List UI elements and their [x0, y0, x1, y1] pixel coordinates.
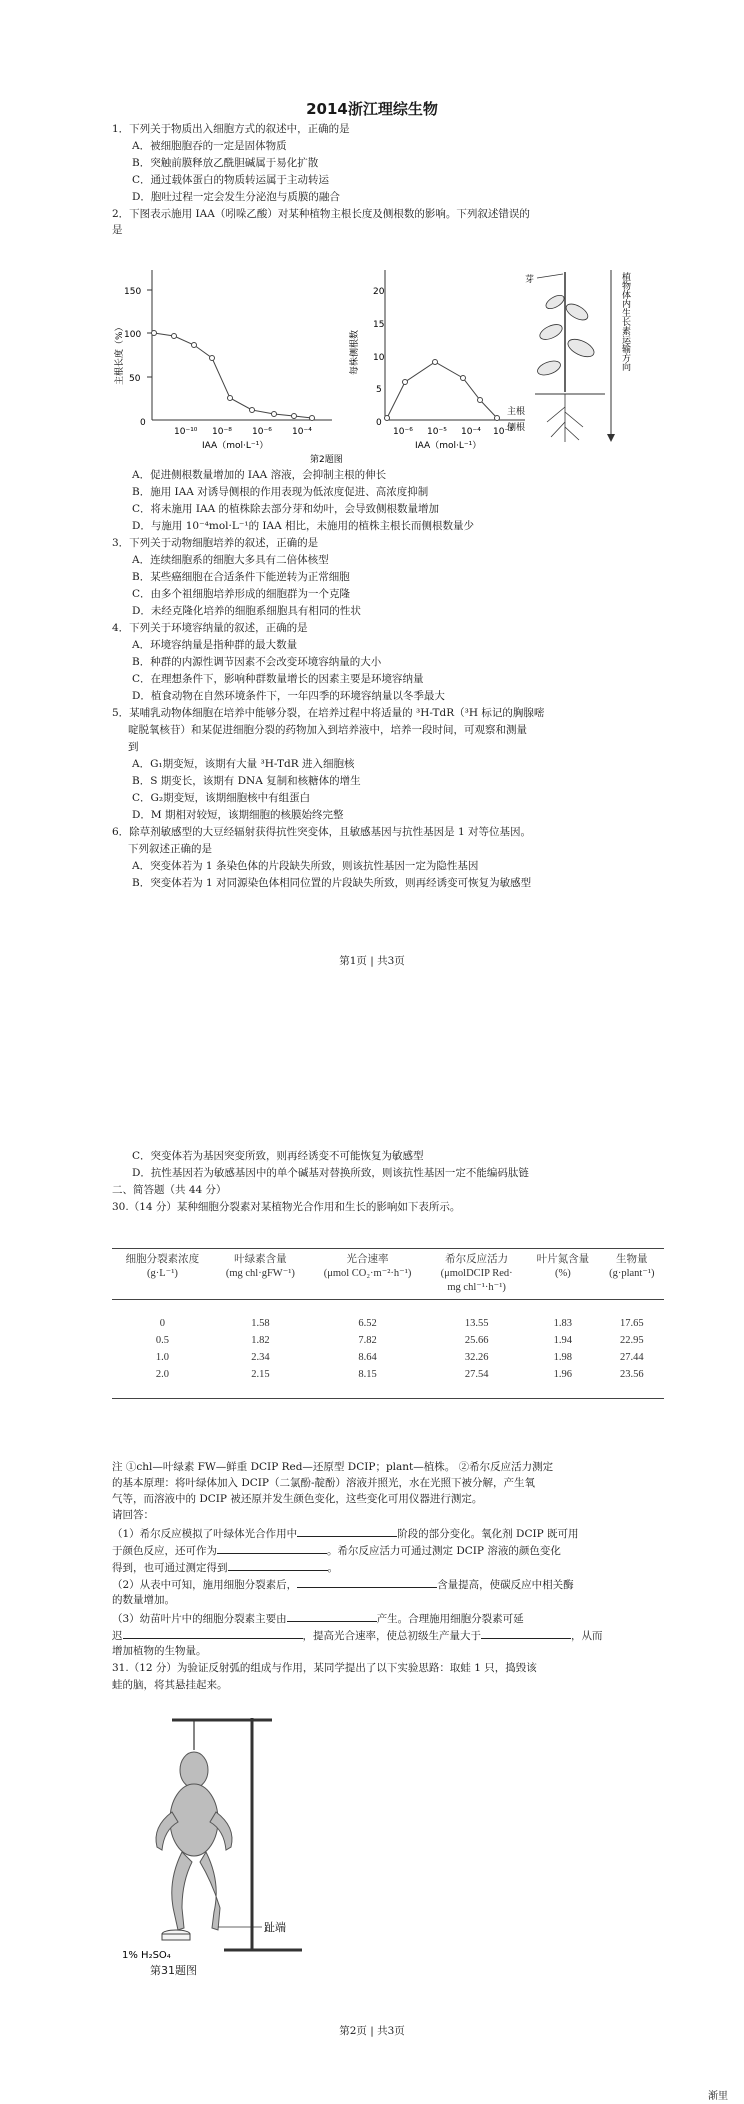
lateral-root-label: 侧根 — [507, 423, 526, 433]
q2-option-a: A．促进侧根数量增加的 IAA 溶液，会抑制主根的伸长 — [132, 469, 387, 481]
left-xlabel: IAA（mol·L⁻¹） — [202, 441, 269, 451]
q5-option-b: B．S 期变长，该期有 DNA 复制和核糖体的增生 — [132, 775, 361, 787]
plant-diagram — [507, 262, 635, 452]
page-title: 2014浙江理综生物 — [306, 100, 438, 118]
q30-part3-line1: （3）幼苗叶片中的细胞分裂素主要由 产生。合理施用细胞分裂素可延 — [112, 1610, 524, 1627]
q5-stem-end: 到 — [128, 741, 139, 753]
q2-stem: 2．下图表示施用 IAA（吲哚乙酸）对某种植物主根长度及侧根数的影响。下列叙述错误的 — [112, 208, 530, 220]
q1-option-b: B．突触前膜释放乙酰胆碱属于易化扩散 — [132, 157, 319, 169]
q1-option-a: A．被细胞胞吞的一定是固体物质 — [132, 140, 287, 152]
q2-stem-cont: 是 — [112, 224, 123, 236]
q6-stem: 6．除草剂敏感型的大豆经辐射获得抗性突变体，且敏感基因与抗性基因是 1 对等位基因。 — [112, 826, 532, 838]
q2-option-d: D．与施用 10⁻⁴mol·L⁻¹的 IAA 相比，未施用的植株主根长而侧根数量少 — [132, 520, 475, 532]
answer-blank-1[interactable] — [297, 1525, 397, 1537]
right-xtick-2: 10⁻⁵ — [427, 427, 447, 437]
right-xlabel: IAA（mol·L⁻¹） — [415, 441, 482, 451]
q30-part1-line2: 于颜色反应，还可作为 。希尔反应活力可通过测定 DCIP 溶液的颜色变化 — [112, 1542, 561, 1559]
q30-note-2: 的基本原理：将叶绿体加入 DCIP（二氯酚-靛酚）溶液并照光，水在光照下被分解，产生氧 — [112, 1477, 536, 1489]
auxin-transport-label: 植物体内生长素运输方向 — [620, 272, 630, 371]
col-header-biomass: 生物量 (g·plant⁻¹) — [600, 1249, 664, 1300]
q4-option-b: B．种群的内源性调节因素不会改变环境容纳量的大小 — [132, 656, 382, 668]
table-row: 0.5 1.82 7.82 25.66 1.94 22.95 — [155, 1335, 644, 1346]
main-root-label: 主根 — [507, 407, 526, 417]
q6-option-a: A．突变体若为 1 条染色体的片段缺失所致，则该抗性基因一定为隐性基因 — [132, 860, 479, 872]
col-header-concentration: 细胞分裂素浓度 (g·L⁻¹) — [112, 1249, 213, 1300]
left-xtick-4: 10⁻⁴ — [292, 427, 312, 437]
q2-option-c: C．将未施用 IAA 的植株除去部分芽和幼叶，会导致侧根数量增加 — [132, 503, 440, 515]
left-ytick-0: 0 — [140, 418, 146, 428]
q30-part3-line3: 增加植物的生物量。 — [112, 1645, 207, 1657]
answer-blank-3[interactable] — [228, 1559, 328, 1571]
left-ytick-50: 50 — [129, 374, 141, 384]
q3-stem: 3．下列关于动物细胞培养的叙述，正确的是 — [112, 537, 319, 549]
page-footer-1: 第1页 | 共3页 — [339, 955, 405, 967]
q6-option-c: C．突变体若为基因突变所致，则再经诱变不可能恢复为敏感型 — [132, 1150, 424, 1162]
q30-part2-line2: 的数量增加。 — [112, 1594, 175, 1606]
main-root-length-chart — [112, 250, 342, 465]
frog-reflex-diagram — [112, 1712, 352, 1962]
right-ytick-15: 15 — [373, 320, 385, 330]
section-2-heading: 二、简答题（共 44 分） — [112, 1184, 227, 1196]
q30-part3-line2: 迟 ，提高光合速率，使总初级生产量大于 ，从而 — [112, 1627, 603, 1644]
q30-note-1: 注 ①chl—叶绿素 FW—鲜重 DCIP Red—还原型 DCIP；plant—植株。 ②希尔反应活力测定 — [112, 1461, 554, 1473]
q3-option-c: C．由多个祖细胞培养形成的细胞群为一个克隆 — [132, 588, 351, 600]
q2-option-b: B．施用 IAA 对诱导侧根的作用表现为低浓度促进、高浓度抑制 — [132, 486, 429, 498]
q31-stem: 31.（12 分）为验证反射弧的组成与作用，某同学提出了以下实验思路：取蛙 1 只，捣毁该 — [112, 1662, 537, 1674]
answer-blank-6[interactable] — [123, 1627, 303, 1639]
q4-stem: 4．下列关于环境容纳量的叙述，正确的是 — [112, 622, 308, 634]
q1-option-c: C．通过载体蛋白的物质转运属于主动转运 — [132, 174, 330, 186]
left-xtick-1: 10⁻¹⁰ — [174, 427, 198, 437]
q3-option-a: A．连续细胞系的细胞大多具有二倍体核型 — [132, 554, 329, 566]
corner-mark: 渐里 — [708, 2091, 728, 2102]
right-ytick-0: 0 — [376, 418, 382, 428]
bud-label: 芽 — [525, 275, 535, 285]
q31-stem-cont: 蛙的脑，将其悬挂起来。 — [112, 1679, 228, 1691]
answer-blank-5[interactable] — [287, 1610, 377, 1622]
q5-option-c: C．G₂期变短，该期细胞核中有组蛋白 — [132, 792, 311, 804]
right-ytick-5: 5 — [376, 385, 382, 395]
q4-option-d: D．植食动物在自然环境条件下，一年四季的环境容纳量以冬季最大 — [132, 690, 445, 702]
toe-label: 趾端 — [264, 1921, 286, 1934]
q5-stem-cont: 啶脱氧核苷）和某促进细胞分裂的药物加入到培养液中，培养一段时间，可观察和测量 — [128, 724, 527, 736]
answer-blank-4[interactable] — [297, 1576, 437, 1588]
q5-option-a: A．G₁期变短，该期有大量 ³H-TdR 进入细胞核 — [132, 758, 355, 770]
q6-option-b: B．突变体若为 1 对同源染色体相同位置的片段缺失所致，则再经诱变可恢复为敏感型 — [132, 877, 532, 889]
right-xtick-4: 10⁻³ — [493, 427, 513, 437]
fig31-caption: 第31题图 — [150, 1964, 197, 1977]
left-ytick-100: 100 — [124, 330, 142, 340]
q3-option-d: D．未经克隆化培养的细胞系细胞具有相同的性状 — [132, 605, 361, 617]
right-ylabel: 每株侧根数 — [350, 329, 360, 375]
left-xtick-2: 10⁻⁸ — [212, 427, 232, 437]
col-header-chlorophyll: 叶绿素含量 (mg chl·gFW⁻¹) — [213, 1249, 308, 1300]
q4-option-c: C．在理想条件下，影响种群数量增长的因素主要是环境容纳量 — [132, 673, 424, 685]
q5-stem: 5．某哺乳动物体细胞在培养中能够分裂，在培养过程中将适量的 ³H-TdR（³H 标记的胸腺嘧 — [112, 707, 545, 719]
q6-option-d: D．抗性基因若为敏感基因中的单个碱基对替换所致，则该抗性基因一定不能编码肽链 — [132, 1167, 529, 1179]
left-ylabel: 主根长度（%） — [115, 322, 125, 385]
q30-part1-line3: 得到，也可通过测定得到 。 — [112, 1559, 338, 1576]
q30-stem: 30.（14 分）某种细胞分裂素对某植物光合作用和生长的影响如下表所示。 — [112, 1201, 461, 1213]
acid-label: 1% H₂SO₄ — [122, 1950, 171, 1961]
col-header-photosynthesis: 光合速率 (μmol CO₂·m⁻²·h⁻¹) — [308, 1249, 427, 1300]
left-ytick-150: 150 — [124, 287, 142, 297]
q1-stem: 1．下列关于物质出入细胞方式的叙述中，正确的是 — [112, 123, 350, 135]
q3-option-b: B．某些癌细胞在合适条件下能逆转为正常细胞 — [132, 571, 350, 583]
q30-note-3: 气等，而溶液中的 DCIP 被还原并发生颜色变化，这些变化可用仪器进行测定。 — [112, 1493, 483, 1505]
left-xtick-3: 10⁻⁶ — [252, 427, 272, 437]
q4-option-a: A．环境容纳量是指种群的最大数量 — [132, 639, 298, 651]
cytokinin-data-table — [112, 1248, 664, 1399]
table-row: 2.0 2.15 8.15 27.54 1.96 23.56 — [112, 1366, 664, 1399]
fig2-caption: 第2题图 — [310, 455, 343, 465]
answer-blank-2[interactable] — [217, 1542, 327, 1554]
q30-ask: 请回答： — [112, 1509, 154, 1521]
page-footer-2: 第2页 | 共3页 — [339, 2025, 405, 2037]
right-ytick-20: 20 — [373, 287, 385, 297]
right-ytick-10: 10 — [373, 353, 385, 363]
right-xtick-1: 10⁻⁶ — [393, 427, 413, 437]
q1-option-d: D．胞吐过程一定会发生分泌泡与质膜的融合 — [132, 191, 340, 203]
table-row: 0 1.58 6.52 13.55 1.83 17.65 — [159, 1318, 644, 1329]
q30-part2-line1: （2）从表中可知，施用细胞分裂素后， 含量提高，使碳反应中相关酶 — [112, 1576, 574, 1593]
q6-stem-cont: 下列叙述正确的是 — [128, 843, 212, 855]
table-header-row — [112, 1249, 664, 1300]
col-header-leaf-nitrogen: 叶片氮含量 (%) — [526, 1249, 600, 1300]
table-row: 1.0 2.34 8.64 32.26 1.98 27.44 — [155, 1352, 644, 1363]
q5-option-d: D．M 期相对较短，该期细胞的核膜始终完整 — [132, 809, 344, 821]
q30-part1-line1: （1）希尔反应模拟了叶绿体光合作用中 阶段的部分变化。氧化剂 DCIP 既可用 — [112, 1525, 579, 1542]
answer-blank-7[interactable] — [481, 1627, 571, 1639]
right-xtick-3: 10⁻⁴ — [461, 427, 481, 437]
col-header-hill-reaction: 希尔反应活力 (μmolDCIP Red· mg chl⁻¹·h⁻¹) — [427, 1249, 526, 1300]
